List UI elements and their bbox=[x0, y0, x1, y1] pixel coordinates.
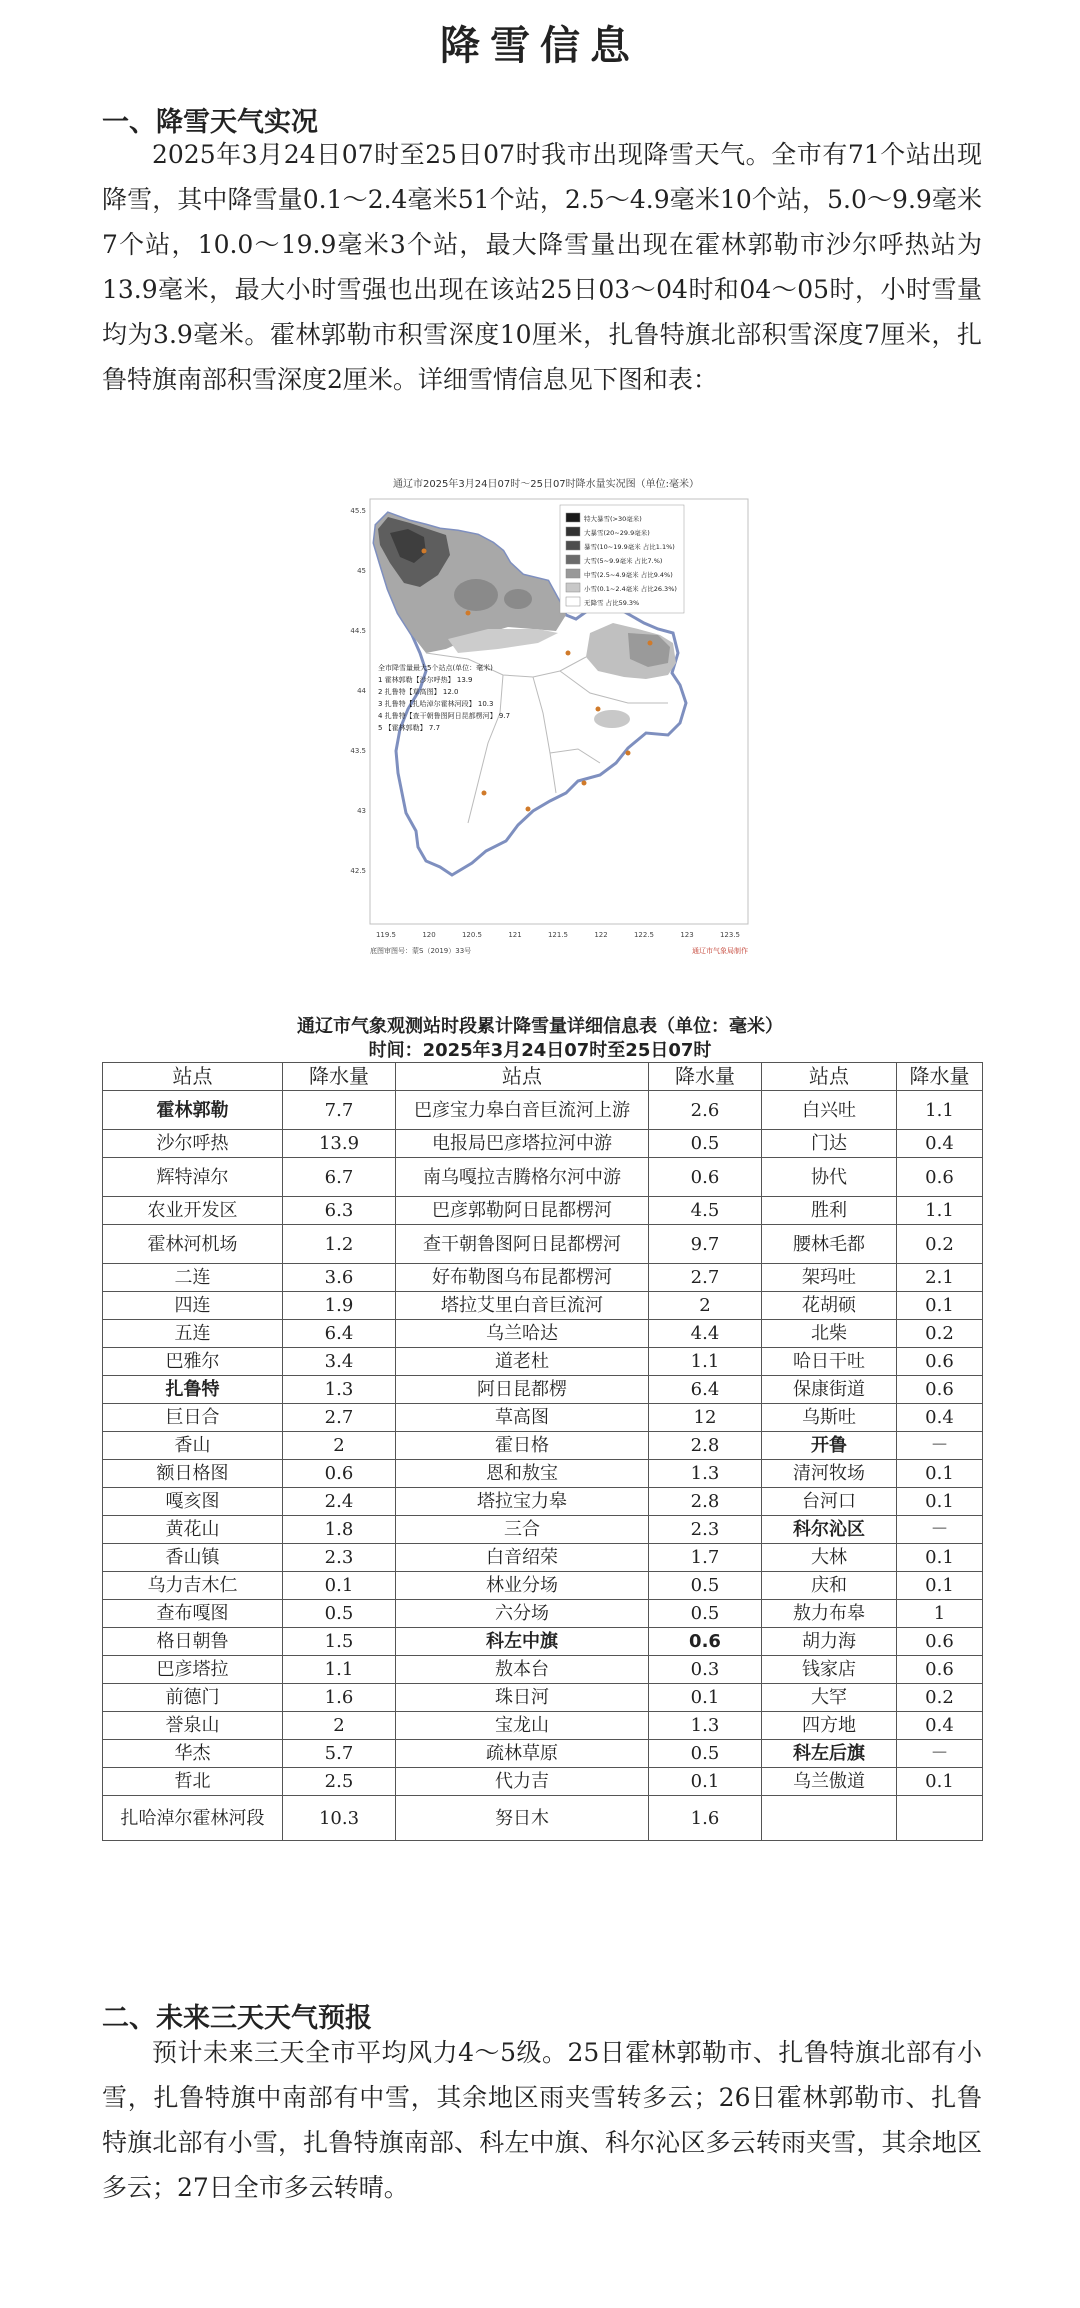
table-row bbox=[103, 1320, 983, 1348]
legend-label: 特大暴雪(>30毫米) bbox=[584, 515, 642, 523]
amount-cell: 0.4 bbox=[897, 1130, 983, 1158]
station-cell: 林业分场 bbox=[396, 1572, 649, 1600]
station-marker bbox=[626, 751, 631, 756]
station-cell: 花胡硕 bbox=[762, 1292, 897, 1320]
top5-item: 4 扎鲁特【查干朝鲁图阿日昆都楞河】 9.7 bbox=[378, 712, 511, 720]
amount-cell: 2.3 bbox=[283, 1544, 396, 1572]
station-cell: 架玛吐 bbox=[762, 1264, 897, 1292]
station-cell: 前德门 bbox=[103, 1684, 283, 1712]
legend-label: 大雪(5~9.9毫米 占比7.%) bbox=[584, 557, 663, 565]
map-x-ticks bbox=[376, 931, 740, 939]
legend-swatch bbox=[566, 555, 580, 564]
x-tick-label: 122.5 bbox=[633, 931, 655, 939]
table-row bbox=[103, 1432, 983, 1460]
amount-cell: 0.1 bbox=[897, 1488, 983, 1516]
station-marker bbox=[566, 651, 571, 656]
amount-cell: 2.1 bbox=[897, 1264, 983, 1292]
station-cell: 额日格图 bbox=[103, 1460, 283, 1488]
amount-cell: 1 bbox=[897, 1600, 983, 1628]
amount-cell: 2 bbox=[283, 1712, 396, 1740]
station-cell: 农业开发区 bbox=[103, 1197, 283, 1225]
table-row bbox=[103, 1516, 983, 1544]
snow-zone-spot-2 bbox=[504, 589, 532, 609]
station-cell: 黄花山 bbox=[103, 1516, 283, 1544]
station-cell: 扎哈淖尔霍林河段 bbox=[103, 1796, 283, 1841]
station-cell: 阿日昆都楞 bbox=[396, 1376, 649, 1404]
amount-cell: 1.5 bbox=[283, 1628, 396, 1656]
station-cell: 香山 bbox=[103, 1432, 283, 1460]
top5-item: 1 霍林郭勒【沙尔呼热】 13.9 bbox=[378, 676, 473, 684]
station-cell: 科左中旗 bbox=[396, 1628, 649, 1656]
amount-cell: 3.4 bbox=[283, 1348, 396, 1376]
station-cell: 电报局巴彦塔拉河中游 bbox=[396, 1130, 649, 1158]
y-tick-label: 45.5 bbox=[350, 507, 366, 515]
amount-cell: 0.5 bbox=[649, 1600, 762, 1628]
y-tick-label: 43.5 bbox=[350, 747, 366, 755]
amount-cell: 2 bbox=[649, 1292, 762, 1320]
map-title: 通辽市2025年3月24日07时～25日07时降水量实况图（单位:毫米） bbox=[392, 479, 700, 490]
station-cell: 门达 bbox=[762, 1130, 897, 1158]
amount-cell: 0.1 bbox=[649, 1768, 762, 1796]
header-station: 站点 bbox=[103, 1063, 283, 1091]
amount-cell: 1.3 bbox=[649, 1712, 762, 1740]
amount-cell: 7.7 bbox=[283, 1091, 396, 1130]
table-subtitle: 时间：2025年3月24日07时至25日07时 bbox=[368, 1040, 712, 1061]
amount-cell: 1.1 bbox=[283, 1656, 396, 1684]
table-row bbox=[103, 1460, 983, 1488]
amount-cell: 9.7 bbox=[649, 1225, 762, 1264]
station-marker bbox=[648, 641, 653, 646]
station-cell: 大林 bbox=[762, 1544, 897, 1572]
x-tick-label: 121 bbox=[508, 931, 522, 939]
station-cell: 华杰 bbox=[103, 1740, 283, 1768]
legend-label: 中雪(2.5~4.9毫米 占比9.4%) bbox=[584, 571, 673, 579]
legend-swatch bbox=[566, 569, 580, 578]
station-cell: 巴彦塔拉 bbox=[103, 1656, 283, 1684]
station-cell: 代力吉 bbox=[396, 1768, 649, 1796]
amount-cell: 0.5 bbox=[649, 1130, 762, 1158]
amount-cell: 4.4 bbox=[649, 1320, 762, 1348]
station-cell: 恩和敖宝 bbox=[396, 1460, 649, 1488]
legend-swatch bbox=[566, 583, 580, 592]
amount-cell: 1.6 bbox=[283, 1684, 396, 1712]
station-cell: 努日木 bbox=[396, 1796, 649, 1841]
station-marker bbox=[466, 611, 471, 616]
amount-cell: 1.3 bbox=[649, 1460, 762, 1488]
station-cell: 宝龙山 bbox=[396, 1712, 649, 1740]
amount-cell: 2.6 bbox=[649, 1091, 762, 1130]
amount-cell: 2 bbox=[283, 1432, 396, 1460]
amount-cell: 0.4 bbox=[897, 1404, 983, 1432]
amount-cell: 0.2 bbox=[897, 1320, 983, 1348]
amount-cell: 2.7 bbox=[283, 1404, 396, 1432]
station-cell: 四方地 bbox=[762, 1712, 897, 1740]
amount-cell: 1.7 bbox=[649, 1544, 762, 1572]
amount-cell: 1.1 bbox=[897, 1091, 983, 1130]
amount-cell: － bbox=[897, 1432, 983, 1460]
y-tick-label: 45 bbox=[357, 567, 366, 575]
amount-cell bbox=[897, 1796, 983, 1841]
table-row bbox=[103, 1264, 983, 1292]
station-cell: 保康街道 bbox=[762, 1376, 897, 1404]
station-cell: 胡力海 bbox=[762, 1628, 897, 1656]
amount-cell: 0.5 bbox=[649, 1572, 762, 1600]
amount-cell: 0.1 bbox=[897, 1768, 983, 1796]
station-cell bbox=[762, 1796, 897, 1841]
station-cell: 钱家店 bbox=[762, 1656, 897, 1684]
station-cell: 巨日合 bbox=[103, 1404, 283, 1432]
station-cell: 香山镇 bbox=[103, 1544, 283, 1572]
legend-swatch bbox=[566, 597, 580, 606]
station-marker bbox=[582, 781, 587, 786]
amount-cell: 1.1 bbox=[897, 1197, 983, 1225]
station-marker bbox=[526, 807, 531, 812]
amount-cell: 0.5 bbox=[649, 1740, 762, 1768]
amount-cell: 13.9 bbox=[283, 1130, 396, 1158]
amount-cell: 1.2 bbox=[283, 1225, 396, 1264]
amount-cell: 1.3 bbox=[283, 1376, 396, 1404]
table-row bbox=[103, 1628, 983, 1656]
station-cell: 六分场 bbox=[396, 1600, 649, 1628]
station-cell: 胜利 bbox=[762, 1197, 897, 1225]
station-cell: 查布嘎图 bbox=[103, 1600, 283, 1628]
top5-item: 3 扎鲁特【扎哈淖尔霍林河段】 10.3 bbox=[378, 700, 494, 708]
amount-cell: 2.4 bbox=[283, 1488, 396, 1516]
station-cell: 乌斯吐 bbox=[762, 1404, 897, 1432]
table-row bbox=[103, 1796, 983, 1841]
x-tick-label: 123.5 bbox=[719, 931, 741, 939]
station-cell: 嘎亥图 bbox=[103, 1488, 283, 1516]
table-row bbox=[103, 1712, 983, 1740]
station-cell: 巴雅尔 bbox=[103, 1348, 283, 1376]
station-cell: 乌兰哈达 bbox=[396, 1320, 649, 1348]
station-cell: 庆和 bbox=[762, 1572, 897, 1600]
amount-cell: － bbox=[897, 1740, 983, 1768]
station-cell: 开鲁 bbox=[762, 1432, 897, 1460]
legend-swatch bbox=[566, 527, 580, 536]
station-cell: 好布勒图乌布昆都楞河 bbox=[396, 1264, 649, 1292]
amount-cell: 0.1 bbox=[897, 1544, 983, 1572]
station-cell: 塔拉宝力皋 bbox=[396, 1488, 649, 1516]
station-cell: 巴彦宝力皋白音巨流河上游 bbox=[396, 1091, 649, 1130]
map-legend bbox=[560, 505, 684, 613]
station-cell: 霍林郭勒 bbox=[103, 1091, 283, 1130]
station-cell: 草高图 bbox=[396, 1404, 649, 1432]
station-cell: 巴彦郭勒阿日昆都楞河 bbox=[396, 1197, 649, 1225]
legend-swatch bbox=[566, 541, 580, 550]
amount-cell: 6.3 bbox=[283, 1197, 396, 1225]
table-row bbox=[103, 1656, 983, 1684]
amount-cell: 1.1 bbox=[649, 1348, 762, 1376]
amount-cell: 0.6 bbox=[649, 1628, 762, 1656]
section1-heading: 一、降雪天气实况 bbox=[102, 107, 318, 138]
station-cell: 乌力吉木仁 bbox=[103, 1572, 283, 1600]
amount-cell: 0.1 bbox=[897, 1572, 983, 1600]
section2-heading: 二、未来三天天气预报 bbox=[102, 2003, 372, 2034]
amount-cell: 0.6 bbox=[897, 1348, 983, 1376]
station-cell: 台河口 bbox=[762, 1488, 897, 1516]
table-row bbox=[103, 1091, 983, 1130]
map-footer-left: 底图审图号：蒙S（2019）33号 bbox=[370, 947, 472, 955]
table-row bbox=[103, 1376, 983, 1404]
snowfall-table bbox=[102, 1062, 983, 1841]
top5-title: 全市降雪量最大5个站点(单位：毫米) bbox=[378, 664, 493, 672]
amount-cell: 0.6 bbox=[897, 1656, 983, 1684]
station-cell: 疏林草原 bbox=[396, 1740, 649, 1768]
x-tick-label: 119.5 bbox=[375, 931, 397, 939]
amount-cell: 10.3 bbox=[283, 1796, 396, 1841]
station-cell: 腰林毛都 bbox=[762, 1225, 897, 1264]
amount-cell: 0.4 bbox=[897, 1712, 983, 1740]
station-cell: 誉泉山 bbox=[103, 1712, 283, 1740]
page-title: 降雪信息 bbox=[440, 23, 640, 69]
table-row bbox=[103, 1572, 983, 1600]
station-cell: 清河牧场 bbox=[762, 1460, 897, 1488]
legend-label: 暴雪(10~19.9毫米 占比1.1%) bbox=[584, 543, 675, 551]
header-station: 站点 bbox=[396, 1063, 649, 1091]
amount-cell: 6.7 bbox=[283, 1158, 396, 1197]
station-cell: 二连 bbox=[103, 1264, 283, 1292]
amount-cell: 1.6 bbox=[649, 1796, 762, 1841]
table-row bbox=[103, 1768, 983, 1796]
station-cell: 北柴 bbox=[762, 1320, 897, 1348]
table-row bbox=[103, 1600, 983, 1628]
table-row bbox=[103, 1544, 983, 1572]
station-cell: 五连 bbox=[103, 1320, 283, 1348]
section1-paragraph: 2025年3月24日07时至25日07时我市出现降雪天气。全市有71个站出现降雪，其中降雪量0.1～2.4毫米51个站，2.5～4.9毫米10个站，5.0～9.9毫米7个站，10.0～19.9毫米3个站，最大降雪量出现在霍林郭勒市沙尔呼热站为13.9毫米，最大小时雪强也出现在该站25日03～04时和04～05时，小时雪量均为3.9毫米。霍林郭勒市积雪深度10厘米，扎鲁特旗北部积雪深度7厘米，扎鲁特旗南部积雪深度2厘米。详细雪情信息见下图和表： bbox=[102, 140, 982, 394]
station-cell: 格日朝鲁 bbox=[103, 1628, 283, 1656]
table-row bbox=[103, 1130, 983, 1158]
amount-cell: 1.8 bbox=[283, 1516, 396, 1544]
station-cell: 四连 bbox=[103, 1292, 283, 1320]
table-row bbox=[103, 1348, 983, 1376]
amount-cell: 0.2 bbox=[897, 1225, 983, 1264]
amount-cell: 0.6 bbox=[649, 1158, 762, 1197]
table-row bbox=[103, 1225, 983, 1264]
y-tick-label: 42.5 bbox=[350, 867, 366, 875]
amount-cell: 0.2 bbox=[897, 1684, 983, 1712]
station-cell: 协代 bbox=[762, 1158, 897, 1197]
table-header-row bbox=[103, 1063, 983, 1091]
y-tick-label: 44.5 bbox=[350, 627, 366, 635]
station-marker bbox=[596, 707, 601, 712]
amount-cell: 0.1 bbox=[283, 1572, 396, 1600]
amount-cell: 5.7 bbox=[283, 1740, 396, 1768]
table-row bbox=[103, 1404, 983, 1432]
amount-cell: 0.6 bbox=[897, 1158, 983, 1197]
amount-cell: 0.5 bbox=[283, 1600, 396, 1628]
station-cell: 白兴吐 bbox=[762, 1091, 897, 1130]
amount-cell: 0.1 bbox=[897, 1460, 983, 1488]
y-tick-label: 44 bbox=[357, 687, 366, 695]
station-cell: 辉特淖尔 bbox=[103, 1158, 283, 1197]
table-row bbox=[103, 1158, 983, 1197]
snow-zone-south bbox=[594, 710, 630, 728]
amount-cell: 12 bbox=[649, 1404, 762, 1432]
x-tick-label: 123 bbox=[680, 931, 694, 939]
top5-item: 2 扎鲁特【草高图】 12.0 bbox=[378, 688, 459, 696]
table-row bbox=[103, 1684, 983, 1712]
amount-cell: 0.6 bbox=[283, 1460, 396, 1488]
station-cell: 乌兰傲道 bbox=[762, 1768, 897, 1796]
station-cell: 扎鲁特 bbox=[103, 1376, 283, 1404]
amount-cell: 2.8 bbox=[649, 1488, 762, 1516]
map-footer-right: 通辽市气象局制作 bbox=[692, 947, 748, 955]
legend-label: 大暴雪(20~29.9毫米) bbox=[584, 529, 650, 537]
station-cell: 南乌嘎拉吉腾格尔河中游 bbox=[396, 1158, 649, 1197]
header-amount: 降水量 bbox=[283, 1063, 396, 1091]
amount-cell: 2.5 bbox=[283, 1768, 396, 1796]
station-cell: 敖力布皋 bbox=[762, 1600, 897, 1628]
table-row bbox=[103, 1740, 983, 1768]
station-cell: 白音绍荣 bbox=[396, 1544, 649, 1572]
snow-zone-spot-1 bbox=[454, 579, 498, 611]
snowfall-map bbox=[328, 463, 764, 966]
amount-cell: 0.3 bbox=[649, 1656, 762, 1684]
x-tick-label: 120 bbox=[422, 931, 436, 939]
y-tick-label: 43 bbox=[357, 807, 366, 815]
station-cell: 珠日河 bbox=[396, 1684, 649, 1712]
table-row bbox=[103, 1197, 983, 1225]
amount-cell: 0.6 bbox=[897, 1376, 983, 1404]
amount-cell: 3.6 bbox=[283, 1264, 396, 1292]
table-row bbox=[103, 1488, 983, 1516]
legend-swatch bbox=[566, 513, 580, 522]
amount-cell: 2.3 bbox=[649, 1516, 762, 1544]
station-cell: 哲北 bbox=[103, 1768, 283, 1796]
amount-cell: 6.4 bbox=[649, 1376, 762, 1404]
amount-cell: － bbox=[897, 1516, 983, 1544]
snowfall-map-svg bbox=[328, 463, 764, 966]
amount-cell: 0.1 bbox=[897, 1292, 983, 1320]
station-cell: 三合 bbox=[396, 1516, 649, 1544]
amount-cell: 1.9 bbox=[283, 1292, 396, 1320]
legend-label: 无降雪 占比59.3% bbox=[584, 599, 640, 607]
amount-cell: 0.6 bbox=[897, 1628, 983, 1656]
header-amount: 降水量 bbox=[897, 1063, 983, 1091]
amount-cell: 2.7 bbox=[649, 1264, 762, 1292]
amount-cell: 0.1 bbox=[649, 1684, 762, 1712]
station-cell: 科尔沁区 bbox=[762, 1516, 897, 1544]
amount-cell: 6.4 bbox=[283, 1320, 396, 1348]
station-cell: 大罕 bbox=[762, 1684, 897, 1712]
x-tick-label: 120.5 bbox=[461, 931, 483, 939]
top5-item: 5 【霍林郭勒】 7.7 bbox=[378, 724, 441, 732]
station-cell: 敖本台 bbox=[396, 1656, 649, 1684]
station-marker bbox=[482, 791, 487, 796]
header-amount: 降水量 bbox=[649, 1063, 762, 1091]
amount-cell: 2.8 bbox=[649, 1432, 762, 1460]
amount-cell: 4.5 bbox=[649, 1197, 762, 1225]
x-tick-label: 122 bbox=[594, 931, 608, 939]
station-cell: 道老杜 bbox=[396, 1348, 649, 1376]
legend-label: 小雪(0.1~2.4毫米 占比26.3%) bbox=[584, 585, 677, 593]
station-cell: 查干朝鲁图阿日昆都楞河 bbox=[396, 1225, 649, 1264]
section2-paragraph: 预计未来三天全市平均风力4～5级。25日霍林郭勒市、扎鲁特旗北部有小雪，扎鲁特旗中南部有中雪，其余地区雨夹雪转多云；26日霍林郭勒市、扎鲁特旗北部有小雪，扎鲁特旗南部、科左中旗、科尔沁区多云转雨夹雪，其余地区多云；27日全市多云转晴。 bbox=[102, 2038, 982, 2202]
station-marker bbox=[422, 549, 427, 554]
station-cell: 霍林河机场 bbox=[103, 1225, 283, 1264]
table-row bbox=[103, 1292, 983, 1320]
station-cell: 霍日格 bbox=[396, 1432, 649, 1460]
station-cell: 科左后旗 bbox=[762, 1740, 897, 1768]
table-title: 通辽市气象观测站时段累计降雪量详细信息表（单位：毫米） bbox=[297, 1016, 783, 1037]
station-cell: 塔拉艾里白音巨流河 bbox=[396, 1292, 649, 1320]
station-cell: 哈日干吐 bbox=[762, 1348, 897, 1376]
station-cell: 沙尔呼热 bbox=[103, 1130, 283, 1158]
x-tick-label: 121.5 bbox=[547, 931, 569, 939]
header-station: 站点 bbox=[762, 1063, 897, 1091]
